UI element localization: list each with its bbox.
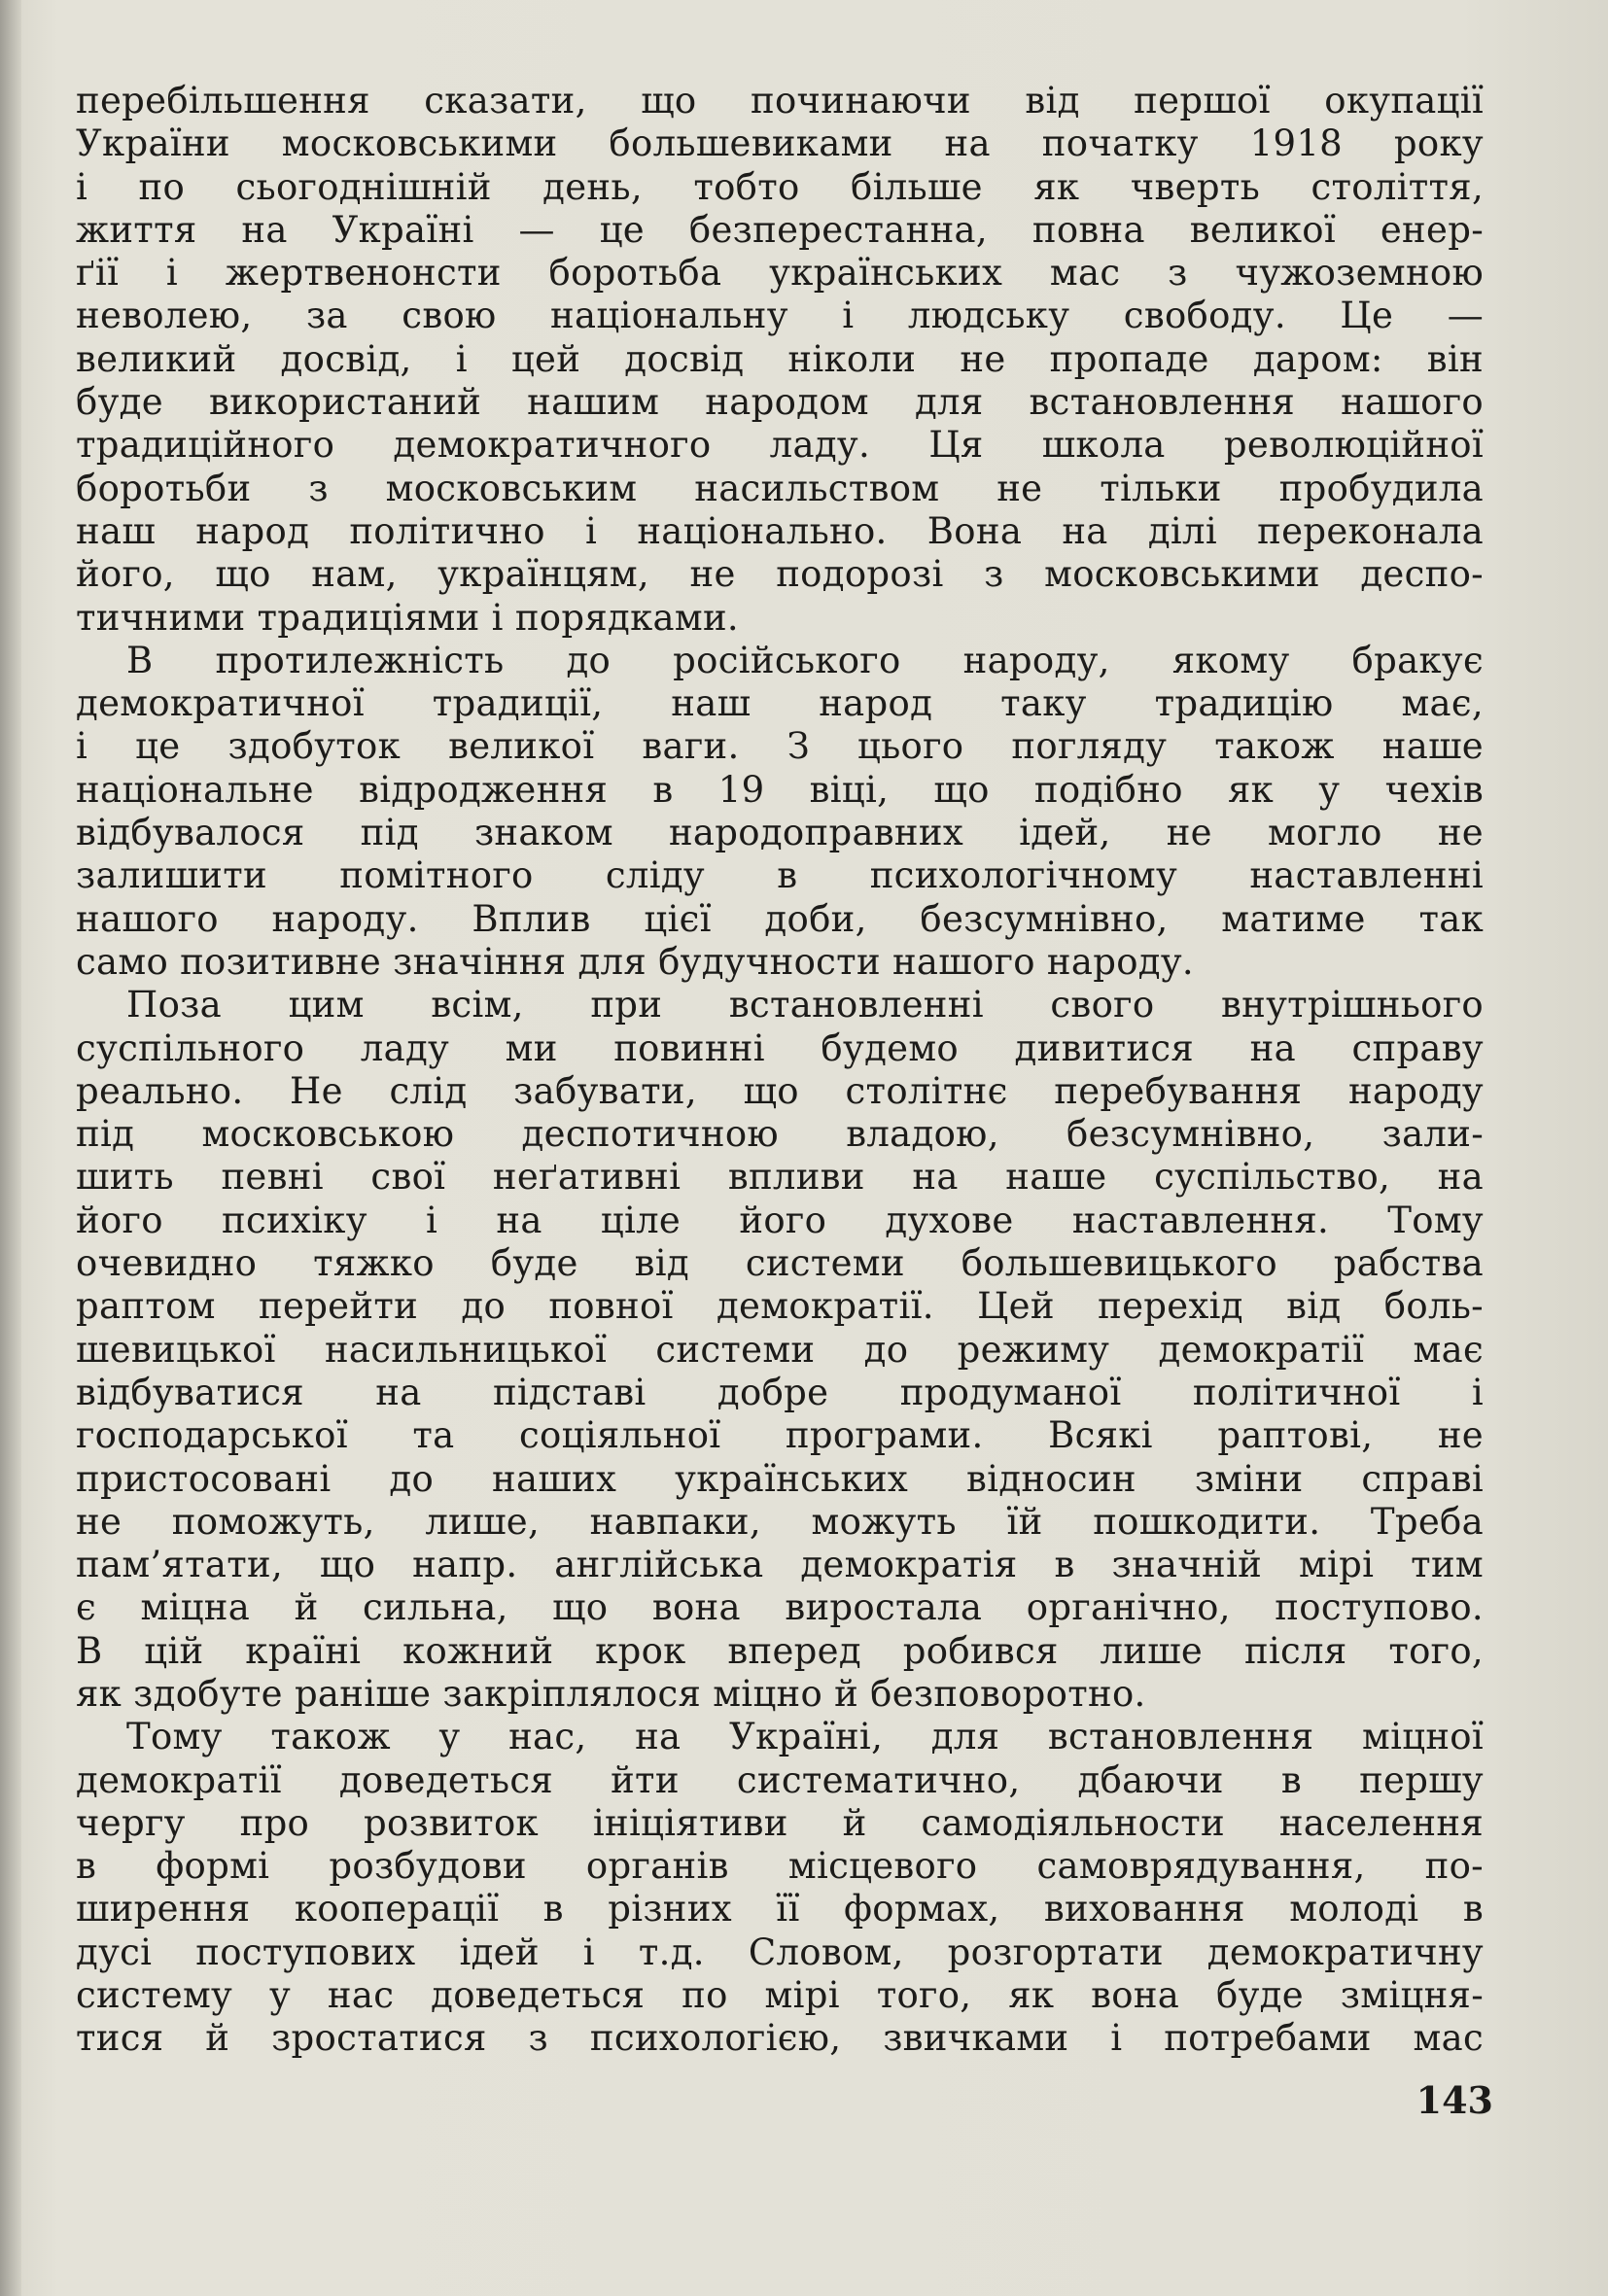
text-line: його, що нам, українцям, не подорозі з московськими деспо- (76, 553, 1484, 596)
text-line: наш народ політично і національно. Вона на ділі переконала (76, 509, 1484, 552)
text-line: суспільного ладу ми повинні будемо дивитися на справу (76, 1026, 1484, 1069)
text-line: пристосовані до наших українських відносин зміни справі (76, 1457, 1484, 1500)
text-line: господарської та соціяльної програми. Всякі раптові, не (76, 1414, 1484, 1457)
text-line: буде використаний нашим народом для встановлення нашого (76, 381, 1484, 424)
text-line: дусі поступових ідей і т.д. Словом, розгортати демократичну (76, 1931, 1484, 1973)
text-line: його психіку і на ціле його духове наставлення. Тому (76, 1199, 1484, 1241)
text-line: демократії доведеться йти систематично, дбаючи в першу (76, 1758, 1484, 1801)
text-line: пам’ятати, що напр. англійська демократія в значній мірі тим (76, 1544, 1484, 1586)
text-line: традиційного демократичного ладу. Ця школа революційної (76, 424, 1484, 467)
text-line: очевидно тяжко буде від системи большевицького рабства (76, 1242, 1484, 1285)
text-line: під московською деспотичною владою, безсумнівно, зали- (76, 1113, 1484, 1156)
text-line: відбуватися на підставі добре продуманої політичної і (76, 1371, 1484, 1413)
text-line: В цій країні кожний крок вперед робився лише після того, (76, 1629, 1484, 1672)
text-line: неволею, за свою національну і людську свободу. Це — (76, 295, 1484, 337)
text-line: тися й зростатися з психологією, звичками і потребами мас (76, 2017, 1484, 2060)
page-gutter-shadow (0, 0, 21, 2296)
text-line: реально. Не слід забувати, що столітнє перебування народу (76, 1069, 1484, 1112)
body-text (76, 80, 1484, 2061)
text-line: нашого народу. Вплив цієї доби, безсумнівно, матиме так (76, 897, 1484, 940)
paragraph-start-line: Поза цим всім, при встановленні свого внутрішнього (126, 984, 1484, 1026)
text-line: і це здобуток великої ваги. З цього погляду також наше (76, 725, 1484, 768)
text-line: шить певні свої неґативні впливи на наше суспільство, на (76, 1156, 1484, 1199)
text-line: відбувалося під знаком народоправних ідей, не могло не (76, 812, 1484, 854)
paragraph-start-line: Тому також у нас, на Україні, для встановлення міцної (126, 1716, 1484, 1758)
paragraph-start-line: В протилежність до російського народу, якому бракує (126, 639, 1484, 681)
paragraph-end-line: тичними традиціями і порядками. (76, 596, 739, 639)
text-line: ґії і жертвенонсти боротьба українських мас з чужоземною (76, 252, 1484, 295)
text-line: є міцна й сильна, що вона виростала органічно, поступово. (76, 1586, 1484, 1629)
paragraph-end-line: як здобуте раніше закріплялося міцно й безповоротно. (76, 1672, 1146, 1715)
text-line: шевицької насильницької системи до режиму демократії має (76, 1328, 1484, 1371)
text-line: перебільшення сказати, що починаючи від першої окупації (76, 80, 1484, 122)
text-line: України московськими большевиками на початку 1918 року (76, 122, 1484, 165)
text-line: і по сьогоднішній день, тобто більше як чверть століття, (76, 165, 1484, 208)
text-line: великий досвід, і цей досвід ніколи не пропаде даром: він (76, 337, 1484, 380)
text-line: раптом перейти до повної демократії. Цей перехід від боль- (76, 1285, 1484, 1328)
text-line: чергу про розвиток ініціятиви й самодіяльности населення (76, 1801, 1484, 1844)
text-line: не поможуть, лише, навпаки, можуть їй пошкодити. Треба (76, 1500, 1484, 1543)
text-line: ширення кооперації в різних її формах, виховання молоді в (76, 1888, 1484, 1931)
text-line: життя на Україні — це безперестанна, повна великої енер- (76, 208, 1484, 251)
text-line: залишити помітного сліду в психологічному наставленні (76, 854, 1484, 897)
text-line: національне відродження в 19 віці, що подібно як у чехів (76, 768, 1484, 811)
text-line: в формі розбудови органів місцевого самоврядування, по- (76, 1845, 1484, 1888)
text-line: демократичної традиції, наш народ таку традицію має, (76, 682, 1484, 725)
paragraph-end-line: само позитивне значіння для будучности нашого народу. (76, 940, 1194, 983)
page-number: 143 (1416, 2078, 1493, 2122)
text-line: боротьби з московським насильством не тільки пробудила (76, 467, 1484, 509)
text-line: систему у нас доведеться по мірі того, як вона буде зміцня- (76, 1974, 1484, 2017)
